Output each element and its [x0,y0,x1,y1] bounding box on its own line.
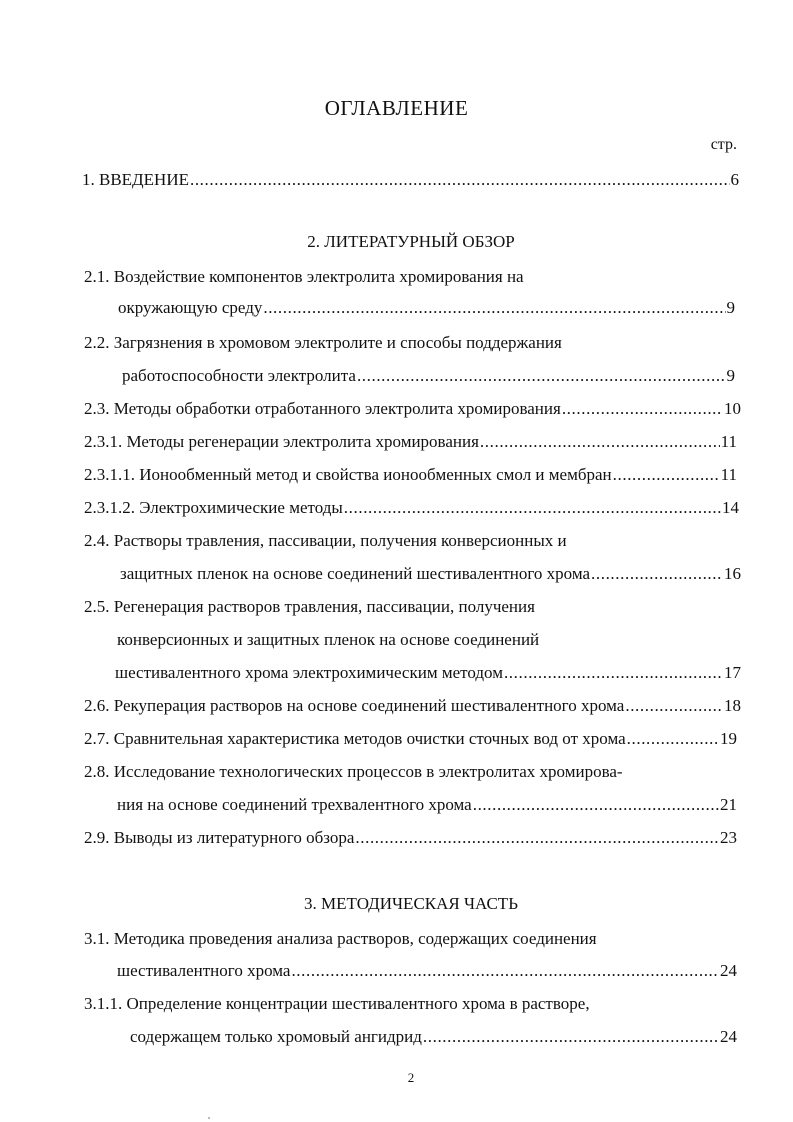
toc-page-number: 14 [722,498,739,517]
toc-page-number: 24 [720,961,737,980]
toc-entry-2-3-1-1[interactable] [84,465,737,485]
toc-page-number: 10 [724,399,741,418]
dot-leader [591,564,723,584]
scan-speck [208,1117,210,1119]
dot-leader [562,399,723,419]
toc-entry-text: 2.3. Методы обработки отработанного электролита хромирования [84,399,561,418]
dot-leader [625,696,723,716]
toc-page-number: 24 [720,1027,737,1046]
toc-entry-3-1-1-line1[interactable]: 3.1.1. Определение концентрации шестивалентного хрома в растворе, [84,994,590,1013]
toc-entry-3-1-line1[interactable]: 3.1. Методика проведения анализа растворов, содержащих соединения [84,929,597,948]
toc-page-number: 21 [720,795,737,814]
toc-entry-text: 2.3.1. Методы регенерации электролита хромирования [84,432,479,451]
toc-entry-text: 2.3.1.2. Электрохимические методы [84,498,343,517]
toc-entry-2-3-1[interactable] [84,432,737,452]
dot-leader [480,432,720,452]
toc-page-number: 17 [724,663,741,682]
section-heading-literature-review: 2. ЛИТЕРАТУРНЫЙ ОБЗОР [307,232,515,251]
toc-entry-text: шестивалентного хрома электрохимическим методом [115,663,503,682]
toc-entry-text: работоспособности электролита [122,366,356,385]
dot-leader [357,366,726,386]
toc-entry-2-4[interactable] [120,564,741,584]
toc-page-number: 11 [720,432,737,451]
toc-entry-text: содержащем только хромовый ангидрид [130,1027,422,1046]
dot-leader [613,465,720,485]
section-heading-methodical-part: 3. МЕТОДИЧЕСКАЯ ЧАСТЬ [304,894,518,913]
footer-page-number: 2 [407,1070,415,1085]
toc-entry-2-3[interactable] [84,399,741,419]
toc-entry-2-5[interactable] [115,663,741,683]
toc-entry-2-3-1-2[interactable] [84,498,739,518]
toc-entry-2-1[interactable] [118,298,735,318]
dot-leader [504,663,723,683]
toc-entry-text: ния на основе соединений трехвалентного хрома [117,795,472,814]
toc-entry-text: 2.6. Рекуперация растворов на основе соединений шестивалентного хрома [84,696,625,715]
dot-leader [627,729,719,749]
dot-leader [291,961,719,981]
dot-leader [344,498,721,518]
page-column-label: стр. [710,136,737,153]
toc-entry-intro[interactable] [82,170,739,190]
toc-page-number: 11 [720,465,737,484]
toc-page-number: 19 [720,729,737,748]
toc-entry-2-2-line1[interactable]: 2.2. Загрязнения в хромовом электролите и способы поддержания [84,333,562,352]
toc-entry-3-1-1[interactable] [130,1027,737,1047]
toc-entry-2-4-line1[interactable]: 2.4. Растворы травления, пассивации, получения конверсионных и [84,531,567,550]
toc-page-number: 23 [720,828,737,847]
dot-leader [355,828,719,848]
toc-entry-2-1-line1[interactable]: 2.1. Воздействие компонентов электролита хромирования на [84,267,524,286]
toc-entry-2-5-line1[interactable]: 2.5. Регенерация растворов травления, пассивации, получения [84,597,535,616]
toc-entry-2-8[interactable] [117,795,737,815]
toc-entry-text: 2.7. Сравнительная характеристика методов очистки сточных вод от хрома [84,729,626,748]
toc-page-number: 9 [726,298,735,317]
toc-page-number: 16 [724,564,741,583]
toc-entry-text: окружающую среду [118,298,263,317]
dot-leader [263,298,725,318]
toc-entry-text: защитных пленок на основе соединений шестивалентного хрома [120,564,591,583]
toc-entry-text: шестивалентного хрома [117,961,291,980]
dot-leader [473,795,719,815]
dot-leader [423,1027,719,1047]
toc-entry-2-2[interactable] [122,366,735,386]
toc-entry-2-9[interactable] [84,828,737,848]
toc-entry-3-1[interactable] [117,961,737,981]
toc-entry-text: 2.9. Выводы из литературного обзора [84,828,355,847]
toc-page-number: 9 [726,366,735,385]
toc-entry-text: 2.3.1.1. Ионообменный метод и свойства ионообменных смол и мембран [84,465,612,484]
toc-entry-2-5-line2[interactable]: конверсионных и защитных пленок на основе соединений [117,630,540,649]
toc-page-number: 18 [724,696,741,715]
toc-entry-2-8-line1[interactable]: 2.8. Исследование технологических процессов в электролитах хромирова- [84,762,623,781]
toc-page-number: 6 [730,170,739,189]
toc-entry-text: 1. ВВЕДЕНИЕ [82,170,189,189]
toc-entry-2-7[interactable] [84,729,737,749]
dot-leader [190,170,730,190]
toc-entry-2-6[interactable] [84,696,741,716]
page-title: ОГЛАВЛЕНИЕ [324,96,469,120]
